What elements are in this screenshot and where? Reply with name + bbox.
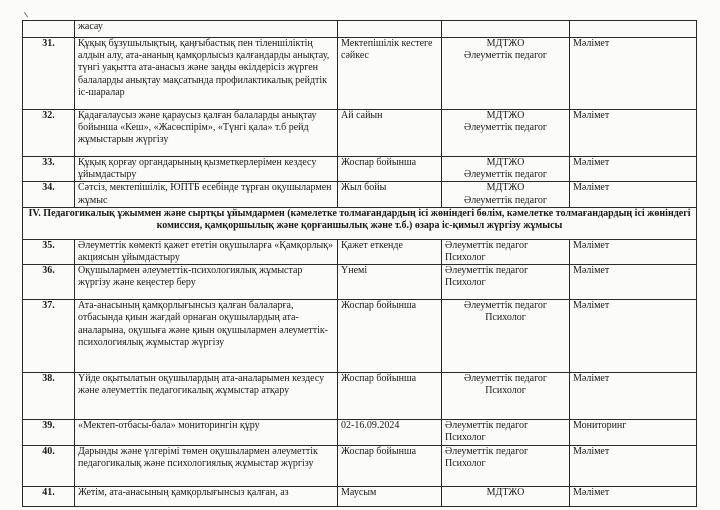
responsible-person: Әлеуметтік педагог (463, 300, 548, 312)
row-number (23, 21, 75, 38)
responsible-person: Әлеуметтік педагог (445, 265, 529, 277)
responsible-cell (442, 21, 570, 38)
row-number: 41. (23, 486, 75, 506)
term-cell (338, 21, 442, 38)
term-cell: Жоспар бойынша (338, 445, 442, 486)
row-number: 34. (23, 182, 75, 207)
activity-cell: Әлеуметтік көмекті қажет ететін оқушыларға «Қамқорлық» акциясын ұйымдастыру (75, 239, 338, 264)
row-number: 32. (23, 110, 75, 157)
row-number: 33. (23, 157, 75, 182)
activity-cell: «Мектеп-отбасы-бала» мониторингін құру (75, 420, 338, 445)
activity-cell: Дарынды және үлгерімі төмен оқушылармен әлеуметтік педагогикалық және психологиялық жұмыстар жүргізу (75, 445, 338, 486)
term-cell: 02-16.09.2024 (338, 420, 442, 445)
table-row (23, 420, 697, 445)
completion-form-cell: Мониторинг (570, 420, 697, 445)
responsible-person: Психолог (485, 312, 526, 324)
responsible-person: Әлеуметтік педагог (463, 373, 548, 385)
term-cell: Жоспар бойынша (338, 157, 442, 182)
completion-form-cell: Мәлімет (570, 373, 697, 420)
pen-tick-mark (24, 9, 33, 18)
responsible-cell (442, 445, 570, 486)
term-cell: Маусым (338, 486, 442, 506)
responsible-person: Психолог (485, 385, 526, 397)
responsible-cell (442, 373, 570, 420)
responsible-cell (442, 110, 570, 157)
table-row (23, 300, 697, 373)
activity-cell: Оқушылармен әлеуметтік-психологиялық жұмыстар жүргізу және кеңестер беру (75, 265, 338, 300)
responsible-person: Әлеуметтік педагог (445, 445, 529, 457)
table-row (23, 486, 697, 506)
section-heading: IV. Педагогикалық ұжыммен және сыртқы ұйымдармен (кәмелетке толмағандардың ісі жөніндегі бөлім, кәмелетке толмағандардың ісі жөніндегі комиссия, қамқоршылық және қорғаншылық және т.б.) өзара іс-қимыл жүргізу жұмысы (23, 207, 697, 239)
term-cell: Мектепішілік кестеге сәйкес (338, 38, 442, 110)
table-row (23, 265, 697, 300)
term-cell: Жоспар бойынша (338, 300, 442, 373)
completion-form-cell (570, 21, 697, 38)
responsible-cell (442, 239, 570, 264)
activity-cell: жасау (75, 21, 338, 38)
responsible-person: Психолог (445, 252, 486, 264)
responsible-person: МДТЖО (486, 110, 525, 121)
responsible-cell (442, 182, 570, 207)
table-row (23, 445, 697, 486)
responsible-person: Әлеуметтік педагог (463, 169, 548, 181)
term-cell: Ай сайын (338, 110, 442, 157)
completion-form-cell: Мәлімет (570, 265, 697, 300)
activity-cell: Құқық бұзушылықтың, қаңғыбастық пен тіленшіліктің алдын алу, ата-ананың қамқорлысыз қалғандарды анықтау, түнгі уақытта ата-анасыз және заңды өкілдерісіз жүрген балаларды анықтау мақсатында профилактикалық рейдтік іс-шаралар (75, 38, 338, 110)
row-number: 40. (23, 445, 75, 486)
table-row (23, 21, 697, 38)
responsible-person: МДТЖО (486, 38, 525, 49)
completion-form-cell: Мәлімет (570, 38, 697, 110)
table-row (23, 239, 697, 264)
plan-table (22, 20, 697, 507)
completion-form-cell: Мәлімет (570, 239, 697, 264)
activity-cell: Үйде оқытылатын оқушылардың ата-аналарымен кездесу және әлеуметтік педагогикалық жұмыстар атқару (75, 373, 338, 420)
row-number: 35. (23, 239, 75, 264)
activity-cell: Сәтсіз, мектепішілік, ЮПТБ есебінде тұрған оқушылармен жұмыс (75, 182, 338, 207)
completion-form-cell: Мәлімет (570, 110, 697, 157)
row-number: 37. (23, 300, 75, 373)
table-body-top (23, 21, 697, 208)
table-row (23, 38, 697, 110)
responsible-person: Әлеуметтік педагог (463, 194, 548, 206)
responsible-person: Әлеуметтік педагог (463, 122, 548, 134)
section-heading-row (23, 207, 697, 239)
responsible-person: МДТЖО (486, 486, 525, 498)
completion-form-cell: Мәлімет (570, 486, 697, 506)
row-number: 39. (23, 420, 75, 445)
responsible-cell (442, 38, 570, 110)
term-cell: Жыл бойы (338, 182, 442, 207)
table-row (23, 157, 697, 182)
completion-form-cell: Мәлімет (570, 445, 697, 486)
responsible-cell (442, 420, 570, 445)
term-cell: Жоспар бойынша (338, 373, 442, 420)
responsible-cell (442, 157, 570, 182)
responsible-cell (442, 265, 570, 300)
row-number: 36. (23, 265, 75, 300)
responsible-cell (442, 300, 570, 373)
term-cell: Қажет еткенде (338, 239, 442, 264)
table-row (23, 373, 697, 420)
responsible-person: Әлеуметтік педагог (445, 239, 529, 251)
responsible-person: Психолог (445, 457, 486, 469)
responsible-person: Әлеуметтік педагог (463, 50, 548, 62)
responsible-person: МДТЖО (486, 157, 525, 168)
responsible-person: МДТЖО (486, 182, 525, 194)
table-row (23, 182, 697, 207)
responsible-person: Әлеуметтік педагог (445, 420, 529, 432)
activity-cell: Ата-анасының қамқорлығынсыз қалған балаларға, отбасында қиын жағдай орнаған оқушылардың ата-аналарына, оқушыға және қиын оқушылармен әлеуметтік-психологиялық жұмыстар жүргізу (75, 300, 338, 373)
responsible-person: Психолог (445, 277, 486, 289)
completion-form-cell: Мәлімет (570, 300, 697, 373)
row-number: 31. (23, 38, 75, 110)
activity-cell: Құқық қорғау органдарының қызметкерлерімен кездесу ұйымдастыру (75, 157, 338, 182)
completion-form-cell: Мәлімет (570, 182, 697, 207)
row-number: 38. (23, 373, 75, 420)
completion-form-cell: Мәлімет (570, 157, 697, 182)
responsible-person: Психолог (445, 432, 486, 444)
table-body-bottom (23, 239, 697, 506)
responsible-cell (442, 486, 570, 506)
term-cell: Үнемі (338, 265, 442, 300)
table-row (23, 110, 697, 157)
activity-cell: Жетім, ата-анасының қамқорлығынсыз қалған, аз (75, 486, 338, 506)
activity-cell: Қадағалаусыз және қараусыз қалған балаларды анықтау бойынша «Кеш», «Жасөспірім», «Түнгі қала» т.б рейд жұмыстарын жүргізу (75, 110, 338, 157)
section-heading-body (23, 207, 697, 239)
